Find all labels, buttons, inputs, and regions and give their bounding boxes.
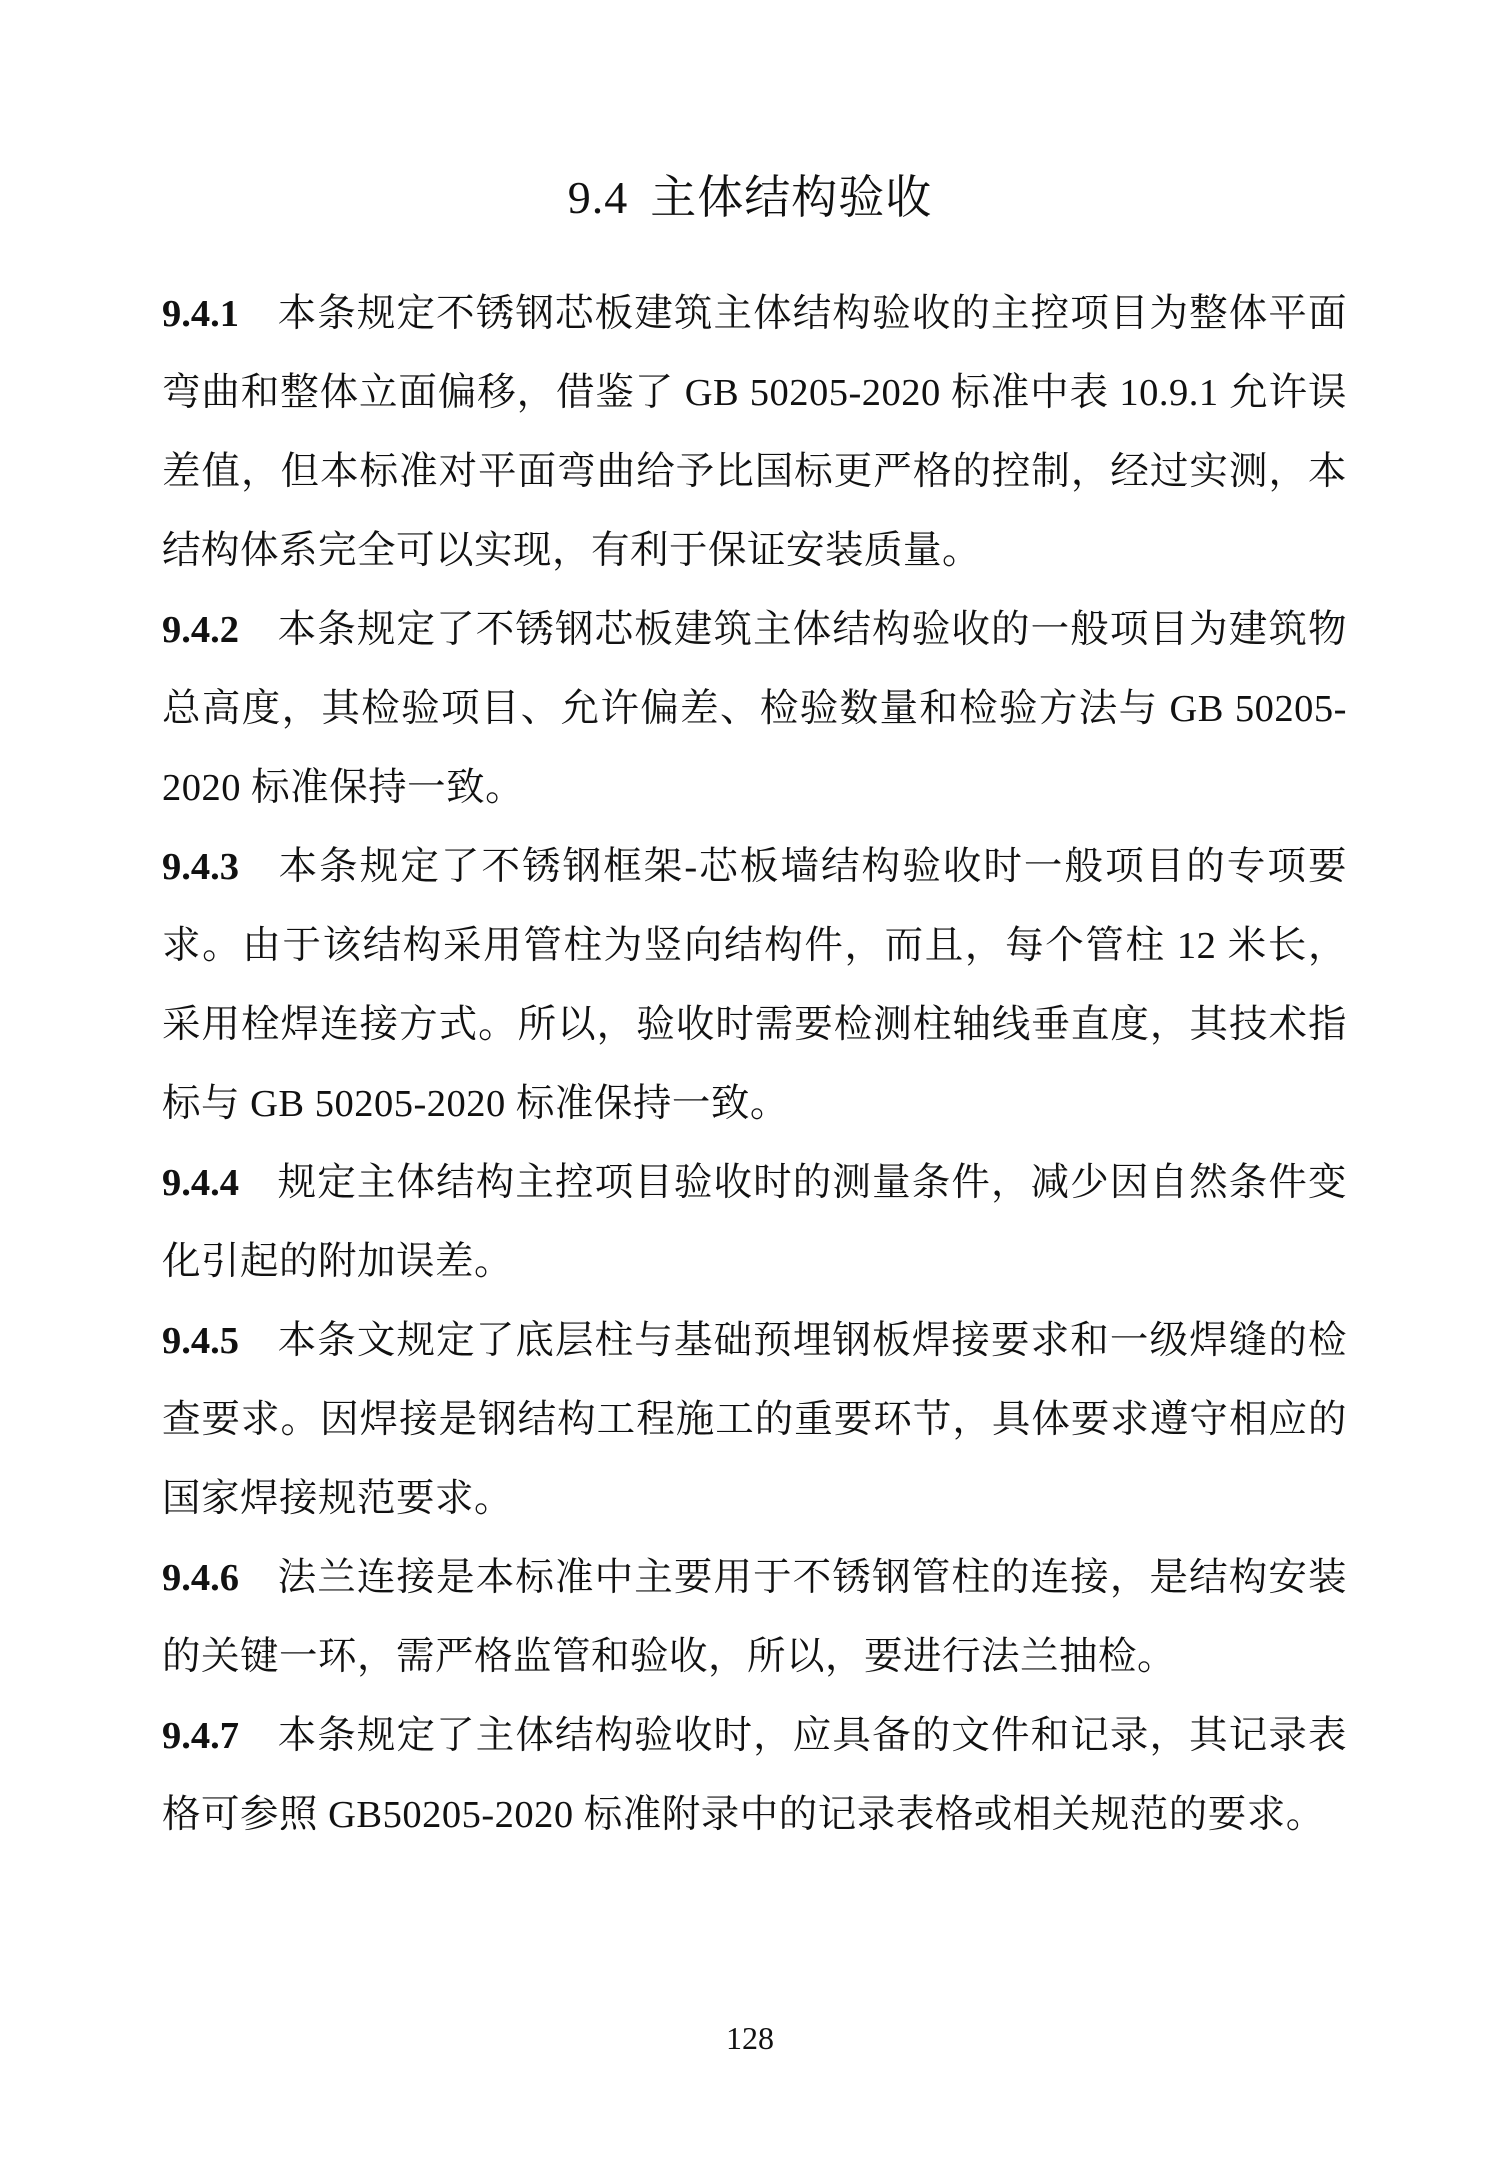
clause-text: 本条规定不锈钢芯板建筑主体结构验收的主控项目为整体平面弯曲和整体立面偏移，借鉴了 GB 50205-2020 标准中表 10.9.1 允许误差值，但本标准对平面弯曲给予比国标更严格的控制，经过实测，本结构体系完全可以实现，有利于保证安装质量。 (162, 293, 1347, 572)
clause-number: 9.4.6 (162, 1557, 239, 1599)
clause-9-4-7 (162, 1697, 1347, 1855)
clause-text: 法兰连接是本标准中主要用于不锈钢管柱的连接，是结构安装的关键一环，需严格监管和验收，所以，要进行法兰抽检。 (162, 1557, 1347, 1678)
section-title-text: 主体结构验收 (650, 172, 933, 223)
clause-text: 本条规定了主体结构验收时，应具备的文件和记录，其记录表格可参照 GB50205-2020 标准附录中的记录表格或相关规范的要求。 (162, 1715, 1347, 1836)
clause-text: 本条规定了不锈钢芯板建筑主体结构验收的一般项目为建筑物总高度，其检验项目、允许偏差、检验数量和检验方法与 GB 50205-2020 标准保持一致。 (162, 609, 1347, 809)
section-number: 9.4 (567, 172, 629, 223)
clause-9-4-1 (162, 275, 1347, 591)
page-number: 128 (726, 2020, 774, 2056)
section-title (0, 168, 1500, 228)
clause-9-4-4 (162, 1144, 1347, 1302)
clause-number: 9.4.2 (162, 609, 239, 651)
clause-number: 9.4.5 (162, 1320, 239, 1362)
clause-text: 规定主体结构主控项目验收时的测量条件，减少因自然条件变化引起的附加误差。 (162, 1162, 1347, 1283)
clause-number: 9.4.7 (162, 1715, 239, 1757)
clause-text: 本条文规定了底层柱与基础预埋钢板焊接要求和一级焊缝的检查要求。因焊接是钢结构工程施工的重要环节，具体要求遵守相应的国家焊接规范要求。 (162, 1320, 1347, 1520)
clause-9-4-3 (162, 828, 1347, 1144)
clause-number: 9.4.1 (162, 293, 239, 335)
clause-number: 9.4.4 (162, 1162, 239, 1204)
clause-number: 9.4.3 (162, 846, 239, 888)
clause-9-4-6 (162, 1539, 1347, 1697)
clause-list (162, 275, 1347, 1855)
clause-text: 本条规定了不锈钢框架-芯板墙结构验收时一般项目的专项要求。由于该结构采用管柱为竖向结构件，而且，每个管柱 12 米长，采用栓焊连接方式。所以，验收时需要检测柱轴线垂直度，其技术指标与 GB 50205-2020 标准保持一致。 (162, 846, 1347, 1125)
clause-9-4-2 (162, 591, 1347, 828)
clause-9-4-5 (162, 1302, 1347, 1539)
